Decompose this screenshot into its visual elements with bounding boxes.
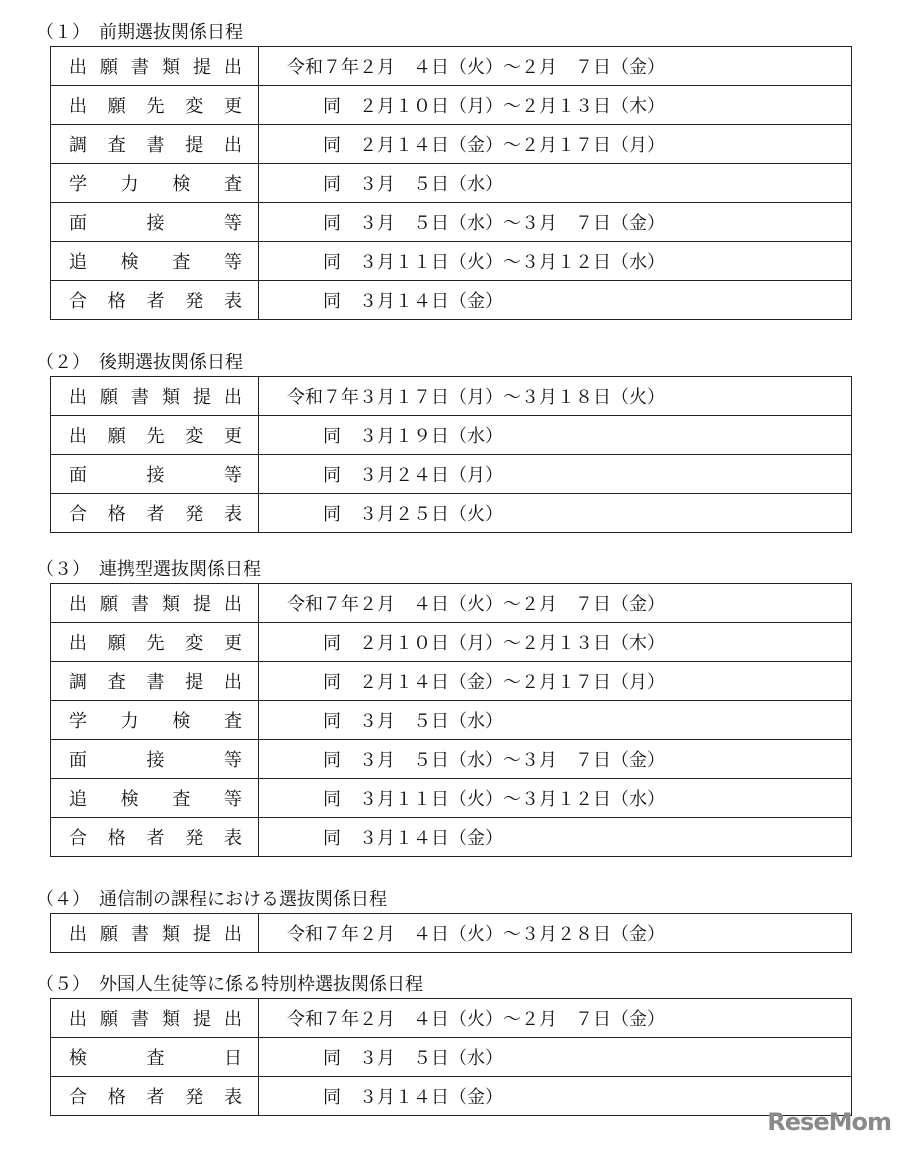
row-label: 合格者発表 — [51, 1077, 259, 1116]
schedule-table — [50, 376, 852, 533]
table-row — [51, 494, 852, 533]
table-row — [51, 455, 852, 494]
table-row — [51, 1038, 852, 1077]
table-row — [51, 164, 852, 203]
table-row — [51, 416, 852, 455]
row-label: 出願先変更 — [51, 623, 259, 662]
table-row — [51, 623, 852, 662]
table-row — [51, 125, 852, 164]
row-date: 同 ２月１４日（金）～２月１７日（月） — [259, 125, 852, 164]
schedule-table — [50, 913, 852, 953]
row-label: 追検査等 — [51, 242, 259, 281]
row-date: 同 ３月１４日（金） — [259, 818, 852, 857]
row-label: 調査書提出 — [51, 125, 259, 164]
row-date: 同 ３月１１日（火）～３月１２日（水） — [259, 242, 852, 281]
row-date: 同 ３月１１日（火）～３月１２日（水） — [259, 779, 852, 818]
row-date: 令和７年３月１７日（月）～３月１８日（火） — [259, 377, 852, 416]
schedule-table — [50, 998, 852, 1116]
row-label: 学力検査 — [51, 701, 259, 740]
row-label: 学力検査 — [51, 164, 259, 203]
row-label: 合格者発表 — [51, 494, 259, 533]
row-label: 出願書類提出 — [51, 584, 259, 623]
table-row — [51, 779, 852, 818]
table-row — [51, 86, 852, 125]
table-row — [51, 242, 852, 281]
row-date: 令和７年２月 ４日（火）～３月２８日（金） — [259, 914, 852, 953]
table-row — [51, 1077, 852, 1116]
row-date: 同 ３月１４日（金） — [259, 1077, 852, 1116]
row-date: 同 ３月 ５日（水）～３月 ７日（金） — [259, 203, 852, 242]
section-heading: （５） 外国人生徒等に係る特別枠選抜関係日程 — [36, 974, 423, 995]
table-row — [51, 914, 852, 953]
schedule-table — [50, 583, 852, 857]
row-date: 同 ３月１９日（水） — [259, 416, 852, 455]
section-heading: （２） 後期選抜関係日程 — [36, 352, 243, 373]
table-row — [51, 377, 852, 416]
row-label: 出願書類提出 — [51, 999, 259, 1038]
row-date: 令和７年２月 ４日（火）～２月 ７日（金） — [259, 999, 852, 1038]
row-label: 面接等 — [51, 455, 259, 494]
row-label: 検査日 — [51, 1038, 259, 1077]
row-date: 同 ３月２４日（月） — [259, 455, 852, 494]
section-heading: （１） 前期選抜関係日程 — [36, 22, 243, 43]
row-date: 令和７年２月 ４日（火）～２月 ７日（金） — [259, 584, 852, 623]
row-date: 同 ３月 ５日（水） — [259, 701, 852, 740]
row-label: 出願先変更 — [51, 416, 259, 455]
row-date: 同 ３月 ５日（水）～３月 ７日（金） — [259, 740, 852, 779]
row-label: 面接等 — [51, 203, 259, 242]
row-date: 同 ２月１４日（金）～２月１７日（月） — [259, 662, 852, 701]
row-label: 面接等 — [51, 740, 259, 779]
section-heading: （３） 連携型選抜関係日程 — [36, 559, 261, 580]
row-date: 同 ２月１０日（月）～２月１３日（木） — [259, 86, 852, 125]
table-row — [51, 584, 852, 623]
row-date: 同 ２月１０日（月）～２月１３日（木） — [259, 623, 852, 662]
row-date: 同 ３月１４日（金） — [259, 281, 852, 320]
section-heading: （４） 通信制の課程における選抜関係日程 — [36, 889, 387, 910]
resemom-logo: ReseMom — [767, 1108, 891, 1136]
table-row — [51, 818, 852, 857]
row-label: 出願書類提出 — [51, 47, 259, 86]
row-label: 合格者発表 — [51, 818, 259, 857]
table-row — [51, 203, 852, 242]
table-row — [51, 281, 852, 320]
row-date: 令和７年２月 ４日（火）～２月 ７日（金） — [259, 47, 852, 86]
table-row — [51, 999, 852, 1038]
row-label: 出願書類提出 — [51, 914, 259, 953]
row-date: 同 ３月２５日（火） — [259, 494, 852, 533]
table-row — [51, 701, 852, 740]
row-date: 同 ３月 ５日（水） — [259, 1038, 852, 1077]
row-date: 同 ３月 ５日（水） — [259, 164, 852, 203]
table-row — [51, 662, 852, 701]
row-label: 調査書提出 — [51, 662, 259, 701]
schedule-table — [50, 46, 852, 320]
row-label: 合格者発表 — [51, 281, 259, 320]
row-label: 追検査等 — [51, 779, 259, 818]
row-label: 出願書類提出 — [51, 377, 259, 416]
table-row — [51, 47, 852, 86]
row-label: 出願先変更 — [51, 86, 259, 125]
table-row — [51, 740, 852, 779]
